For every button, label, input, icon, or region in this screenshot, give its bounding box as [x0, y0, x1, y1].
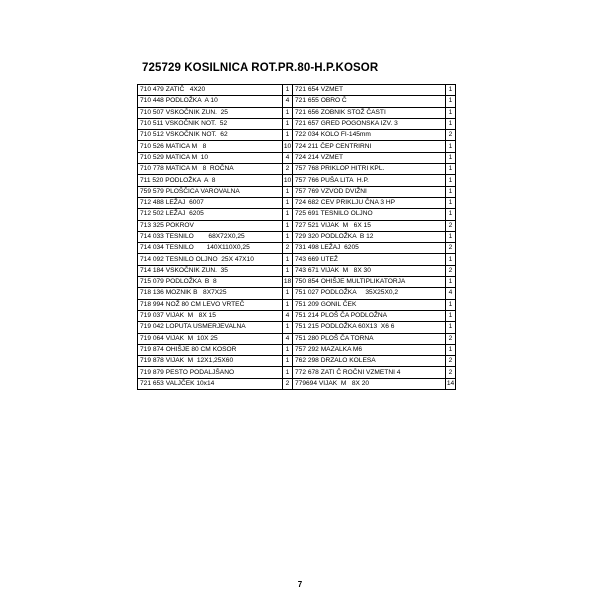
part-quantity: 2 — [283, 243, 293, 254]
part-name: VIJAK M 8X 20 — [318, 379, 370, 387]
part-code: 779694 — [295, 379, 318, 387]
table-row — [138, 209, 456, 220]
part-cell — [138, 118, 283, 129]
part-quantity: 4 — [283, 152, 293, 163]
part-quantity: 1 — [446, 209, 456, 220]
part-name: DRZALO KOLESA — [320, 357, 376, 365]
part-cell — [293, 333, 446, 344]
part-cell — [138, 265, 283, 276]
part-quantity: 2 — [446, 333, 456, 344]
part-quantity: 1 — [446, 344, 456, 355]
part-cell — [138, 299, 283, 310]
part-code: 731 498 — [295, 244, 319, 252]
table-row — [138, 118, 456, 129]
table-row — [138, 231, 456, 242]
part-code: 712 488 — [140, 199, 164, 207]
part-code: 762 298 — [295, 357, 319, 365]
part-name: PLOŠ ČA PODLOŽNA — [320, 312, 388, 320]
part-name: GRED POGONSKA IZV. 3 — [320, 120, 398, 128]
part-cell — [293, 96, 446, 107]
part-quantity: 2 — [446, 243, 456, 254]
part-name: VSKOČNIK ZUN. 35 — [165, 266, 228, 274]
part-cell — [138, 322, 283, 333]
part-cell — [138, 197, 283, 208]
part-cell — [293, 344, 446, 355]
part-cell — [138, 310, 283, 321]
part-name: MOZNIK B 8X7X25 — [165, 289, 227, 297]
part-name: TESNILO 68X72X0,25 — [165, 233, 245, 240]
table-row — [138, 130, 456, 141]
table-row — [138, 141, 456, 152]
part-name: LOPUTA USMERJEVALNA — [165, 323, 246, 331]
part-cell — [138, 186, 283, 197]
part-quantity: 1 — [283, 322, 293, 333]
part-cell — [138, 378, 283, 389]
part-cell — [293, 288, 446, 299]
part-name: GONIL ČEK — [320, 300, 357, 308]
part-name: PODLOŽKA 60X13 X6 6 — [320, 323, 395, 331]
part-quantity: 1 — [283, 186, 293, 197]
part-quantity: 4 — [283, 310, 293, 321]
part-cell — [138, 243, 283, 254]
part-quantity: 1 — [283, 85, 293, 96]
part-cell — [138, 220, 283, 231]
part-cell — [293, 277, 446, 288]
part-name: PLOŠČICA VAROVALNA — [165, 187, 240, 195]
part-code: 727 521 — [295, 221, 319, 229]
part-quantity: 1 — [446, 96, 456, 107]
table-row — [138, 333, 456, 344]
part-code: 710 526 — [140, 142, 164, 150]
part-name: MATICA M 8 — [165, 142, 207, 150]
part-cell — [138, 367, 283, 378]
part-quantity: 1 — [283, 220, 293, 231]
part-name: MAZALKA M6 — [320, 345, 363, 353]
part-name: VSKOČNIK NOT. 62 — [165, 131, 228, 139]
part-cell — [138, 333, 283, 344]
part-quantity: 1 — [446, 164, 456, 175]
table-row — [138, 107, 456, 118]
part-code: 724 682 — [295, 199, 319, 207]
part-name: TESNILO OLJNO — [320, 210, 373, 218]
part-name: OHIŠJE MULTIPLIKATORJA — [320, 278, 406, 286]
part-cell — [293, 254, 446, 265]
part-quantity: 1 — [283, 231, 293, 242]
part-name: LEŽAJ 6205 — [165, 210, 204, 218]
part-name: PUŠA LITA H.P. — [320, 176, 369, 184]
part-quantity: 1 — [446, 175, 456, 186]
part-quantity: 1 — [446, 310, 456, 321]
part-name: VALJČEK 10x14 — [165, 379, 215, 387]
part-name: LEŽAJ 6007 — [165, 199, 204, 207]
part-cell — [138, 254, 283, 265]
part-code: 724 211 — [295, 142, 319, 150]
part-code: 713 325 — [140, 221, 164, 229]
part-code: 750 854 — [295, 278, 319, 286]
table-row — [138, 367, 456, 378]
part-quantity: 1 — [283, 118, 293, 129]
part-cell — [138, 356, 283, 367]
part-cell — [138, 141, 283, 152]
part-cell — [138, 288, 283, 299]
part-name: LEŽAJ 6205 — [320, 244, 359, 252]
part-name: PODLOŽKA A 10 — [165, 97, 218, 105]
part-cell — [293, 299, 446, 310]
part-quantity: 18 — [283, 277, 293, 288]
part-quantity: 1 — [283, 344, 293, 355]
part-name: VIJAK M 8X 30 — [320, 266, 371, 274]
table-row — [138, 265, 456, 276]
part-name: PODLOŽKA B 12 — [320, 233, 374, 240]
part-quantity: 2 — [446, 130, 456, 141]
part-code: 743 671 — [295, 266, 319, 274]
table-row — [138, 288, 456, 299]
table-row — [138, 344, 456, 355]
part-cell — [138, 96, 283, 107]
part-quantity: 1 — [446, 85, 456, 96]
part-cell — [293, 243, 446, 254]
part-name: VZMET — [320, 86, 344, 94]
page-number: 7 — [297, 580, 303, 589]
part-cell — [138, 209, 283, 220]
part-cell — [293, 356, 446, 367]
part-code: 721 654 — [295, 86, 319, 94]
part-cell — [293, 85, 446, 96]
part-code: 712 502 — [140, 210, 164, 218]
part-quantity: 14 — [446, 378, 456, 389]
part-code: 772 678 — [295, 368, 319, 376]
part-quantity: 1 — [446, 118, 456, 129]
part-cell — [293, 209, 446, 220]
table-row — [138, 356, 456, 367]
part-name: OBRO Č — [320, 97, 347, 105]
part-code: 710 448 — [140, 97, 164, 105]
part-quantity: 1 — [446, 197, 456, 208]
part-cell — [293, 152, 446, 163]
part-cell — [293, 197, 446, 208]
part-name: PODLOŽKA 35X25X0,2 — [320, 289, 399, 297]
part-name: VIJAK M 12X1,25X60 — [165, 357, 234, 365]
part-quantity: 1 — [446, 322, 456, 333]
part-quantity: 1 — [446, 107, 456, 118]
part-quantity: 1 — [446, 152, 456, 163]
part-cell — [293, 186, 446, 197]
part-code: 710 479 — [140, 86, 164, 94]
part-cell — [293, 107, 446, 118]
part-name: VZVOD DVIŽNI — [320, 187, 367, 195]
part-quantity: 1 — [283, 130, 293, 141]
table-row — [138, 175, 456, 186]
part-code: 757 768 — [295, 165, 319, 173]
part-cell — [138, 344, 283, 355]
part-name: PESTO PODALJŠANO — [165, 368, 235, 376]
part-cell — [293, 175, 446, 186]
part-code: 714 092 — [140, 255, 164, 263]
part-code: 714 033 — [140, 233, 164, 240]
part-name: VZMET — [320, 153, 344, 161]
part-cell — [293, 130, 446, 141]
part-quantity: 1 — [283, 209, 293, 220]
part-cell — [138, 107, 283, 118]
part-quantity: 2 — [283, 164, 293, 175]
part-cell — [138, 130, 283, 141]
part-quantity: 1 — [446, 299, 456, 310]
part-name: UTEŽ — [320, 255, 338, 263]
part-cell — [138, 164, 283, 175]
part-quantity: 2 — [446, 356, 456, 367]
part-name: VSKOČNIK NOT. 52 — [165, 120, 228, 128]
part-quantity: 1 — [283, 288, 293, 299]
part-cell — [293, 378, 446, 389]
part-code: 757 766 — [295, 176, 319, 184]
part-quantity: 2 — [446, 367, 456, 378]
part-code: 721 653 — [140, 379, 164, 387]
part-cell — [293, 141, 446, 152]
table-row — [138, 243, 456, 254]
part-name: ZATI Č ROČNI VZMETNI 4 — [320, 368, 401, 376]
part-cell — [293, 118, 446, 129]
part-name: VIJAK M 6X 15 — [320, 221, 371, 229]
part-name: KOLO FI-145mm — [320, 131, 371, 139]
part-cell — [293, 164, 446, 175]
table-row — [138, 152, 456, 163]
part-quantity: 1 — [283, 367, 293, 378]
part-name: VIJAK M 8X 15 — [165, 312, 216, 320]
part-code: 711 520 — [140, 176, 164, 184]
part-name: POKROV — [165, 221, 194, 229]
table-row — [138, 220, 456, 231]
table-row — [138, 299, 456, 310]
part-name: NOŽ 80 CM LEVO VRTEČ — [165, 300, 245, 308]
part-quantity: 4 — [283, 96, 293, 107]
part-name: MATICA M 10 — [165, 153, 209, 161]
part-code: 710 778 — [140, 165, 164, 173]
table-row — [138, 254, 456, 265]
part-code: 751 214 — [295, 312, 319, 320]
part-quantity: 2 — [446, 265, 456, 276]
part-code: 719 878 — [140, 357, 164, 365]
part-quantity: 1 — [446, 141, 456, 152]
part-quantity: 2 — [283, 378, 293, 389]
part-quantity: 10 — [283, 175, 293, 186]
part-cell — [293, 231, 446, 242]
parts-table-body — [138, 85, 456, 390]
part-cell — [138, 231, 283, 242]
part-quantity: 1 — [446, 277, 456, 288]
part-code: 725 691 — [295, 210, 319, 218]
part-cell — [293, 310, 446, 321]
part-code: 715 079 — [140, 278, 164, 286]
part-name: VSKOČNIK ZUN. 25 — [165, 108, 228, 116]
part-name: PLOŠ ČA TORNA — [320, 334, 374, 342]
part-code: 714 034 — [140, 244, 164, 252]
part-code: 751 215 — [295, 323, 319, 331]
part-quantity: 1 — [446, 254, 456, 265]
part-code: 710 512 — [140, 131, 164, 139]
part-quantity: 4 — [446, 288, 456, 299]
part-name: VIJAK M 10X 25 — [165, 334, 218, 342]
table-row — [138, 186, 456, 197]
parts-table — [137, 84, 456, 390]
part-cell — [138, 175, 283, 186]
table-row — [138, 197, 456, 208]
part-quantity: 1 — [446, 231, 456, 242]
part-code: 757 769 — [295, 187, 319, 195]
part-name: PRIKLOP HITRI KPL. — [320, 165, 385, 173]
part-cell — [138, 85, 283, 96]
part-cell — [138, 277, 283, 288]
part-cell — [293, 265, 446, 276]
part-name: ZATIČ 4X20 — [165, 86, 206, 94]
part-code: 757 292 — [295, 345, 319, 353]
part-name: ČEP CENTRIRNI — [320, 142, 372, 150]
part-name: PODLOŽKA A 8 — [165, 176, 216, 184]
part-code: 719 064 — [140, 334, 164, 342]
part-code: 710 507 — [140, 108, 164, 116]
part-code: 721 657 — [295, 120, 319, 128]
part-code: 721 656 — [295, 108, 319, 116]
part-code: 743 669 — [295, 255, 319, 263]
part-code: 718 136 — [140, 289, 164, 297]
part-name: OHIŠJE 80 CM KOSOR — [165, 345, 237, 353]
part-quantity: 1 — [283, 356, 293, 367]
part-code: 724 214 — [295, 153, 319, 161]
part-code: 710 529 — [140, 153, 164, 161]
table-row — [138, 164, 456, 175]
table-row — [138, 310, 456, 321]
part-quantity: 1 — [283, 254, 293, 265]
table-row — [138, 378, 456, 389]
part-code: 751 209 — [295, 300, 319, 308]
part-code: 719 042 — [140, 323, 164, 331]
part-code: 719 037 — [140, 312, 164, 320]
part-quantity: 1 — [283, 265, 293, 276]
part-quantity: 2 — [446, 220, 456, 231]
document-title: 725729 KOSILNICA ROT.PR.80-H.P.KOSOR — [142, 62, 379, 74]
table-row — [138, 85, 456, 96]
part-code: 729 320 — [295, 233, 319, 240]
part-cell — [293, 322, 446, 333]
part-quantity: 1 — [283, 197, 293, 208]
part-code: 751 027 — [295, 289, 319, 297]
part-cell — [293, 367, 446, 378]
table-row — [138, 322, 456, 333]
part-quantity: 1 — [283, 107, 293, 118]
part-cell — [293, 220, 446, 231]
part-quantity: 1 — [446, 186, 456, 197]
part-code: 719 879 — [140, 368, 164, 376]
part-code: 710 511 — [140, 120, 164, 128]
part-name: MATICA M 8 ROČNA — [165, 165, 234, 173]
table-row — [138, 277, 456, 288]
part-cell — [138, 152, 283, 163]
part-code: 721 655 — [295, 97, 319, 105]
part-name: ZOBNIK STOŽ ČASTI — [320, 108, 386, 116]
table-row — [138, 96, 456, 107]
part-name: TESNILO OLJNO 25X 47X10 — [165, 255, 254, 263]
part-code: 722 034 — [295, 131, 319, 139]
part-code: 714 184 — [140, 266, 164, 274]
part-code: 759 579 — [140, 187, 164, 195]
part-quantity: 1 — [283, 299, 293, 310]
part-code: 718 994 — [140, 300, 164, 308]
part-name: TESNILO 140X110X0,25 — [165, 244, 250, 252]
part-code: 751 280 — [295, 334, 319, 342]
part-quantity: 10 — [283, 141, 293, 152]
part-name: CEV PRIKLJU ČNA 3 HP — [320, 199, 396, 207]
part-name: PODLOŽKA B 8 — [165, 278, 217, 286]
part-quantity: 4 — [283, 333, 293, 344]
part-code: 719 874 — [140, 345, 164, 353]
